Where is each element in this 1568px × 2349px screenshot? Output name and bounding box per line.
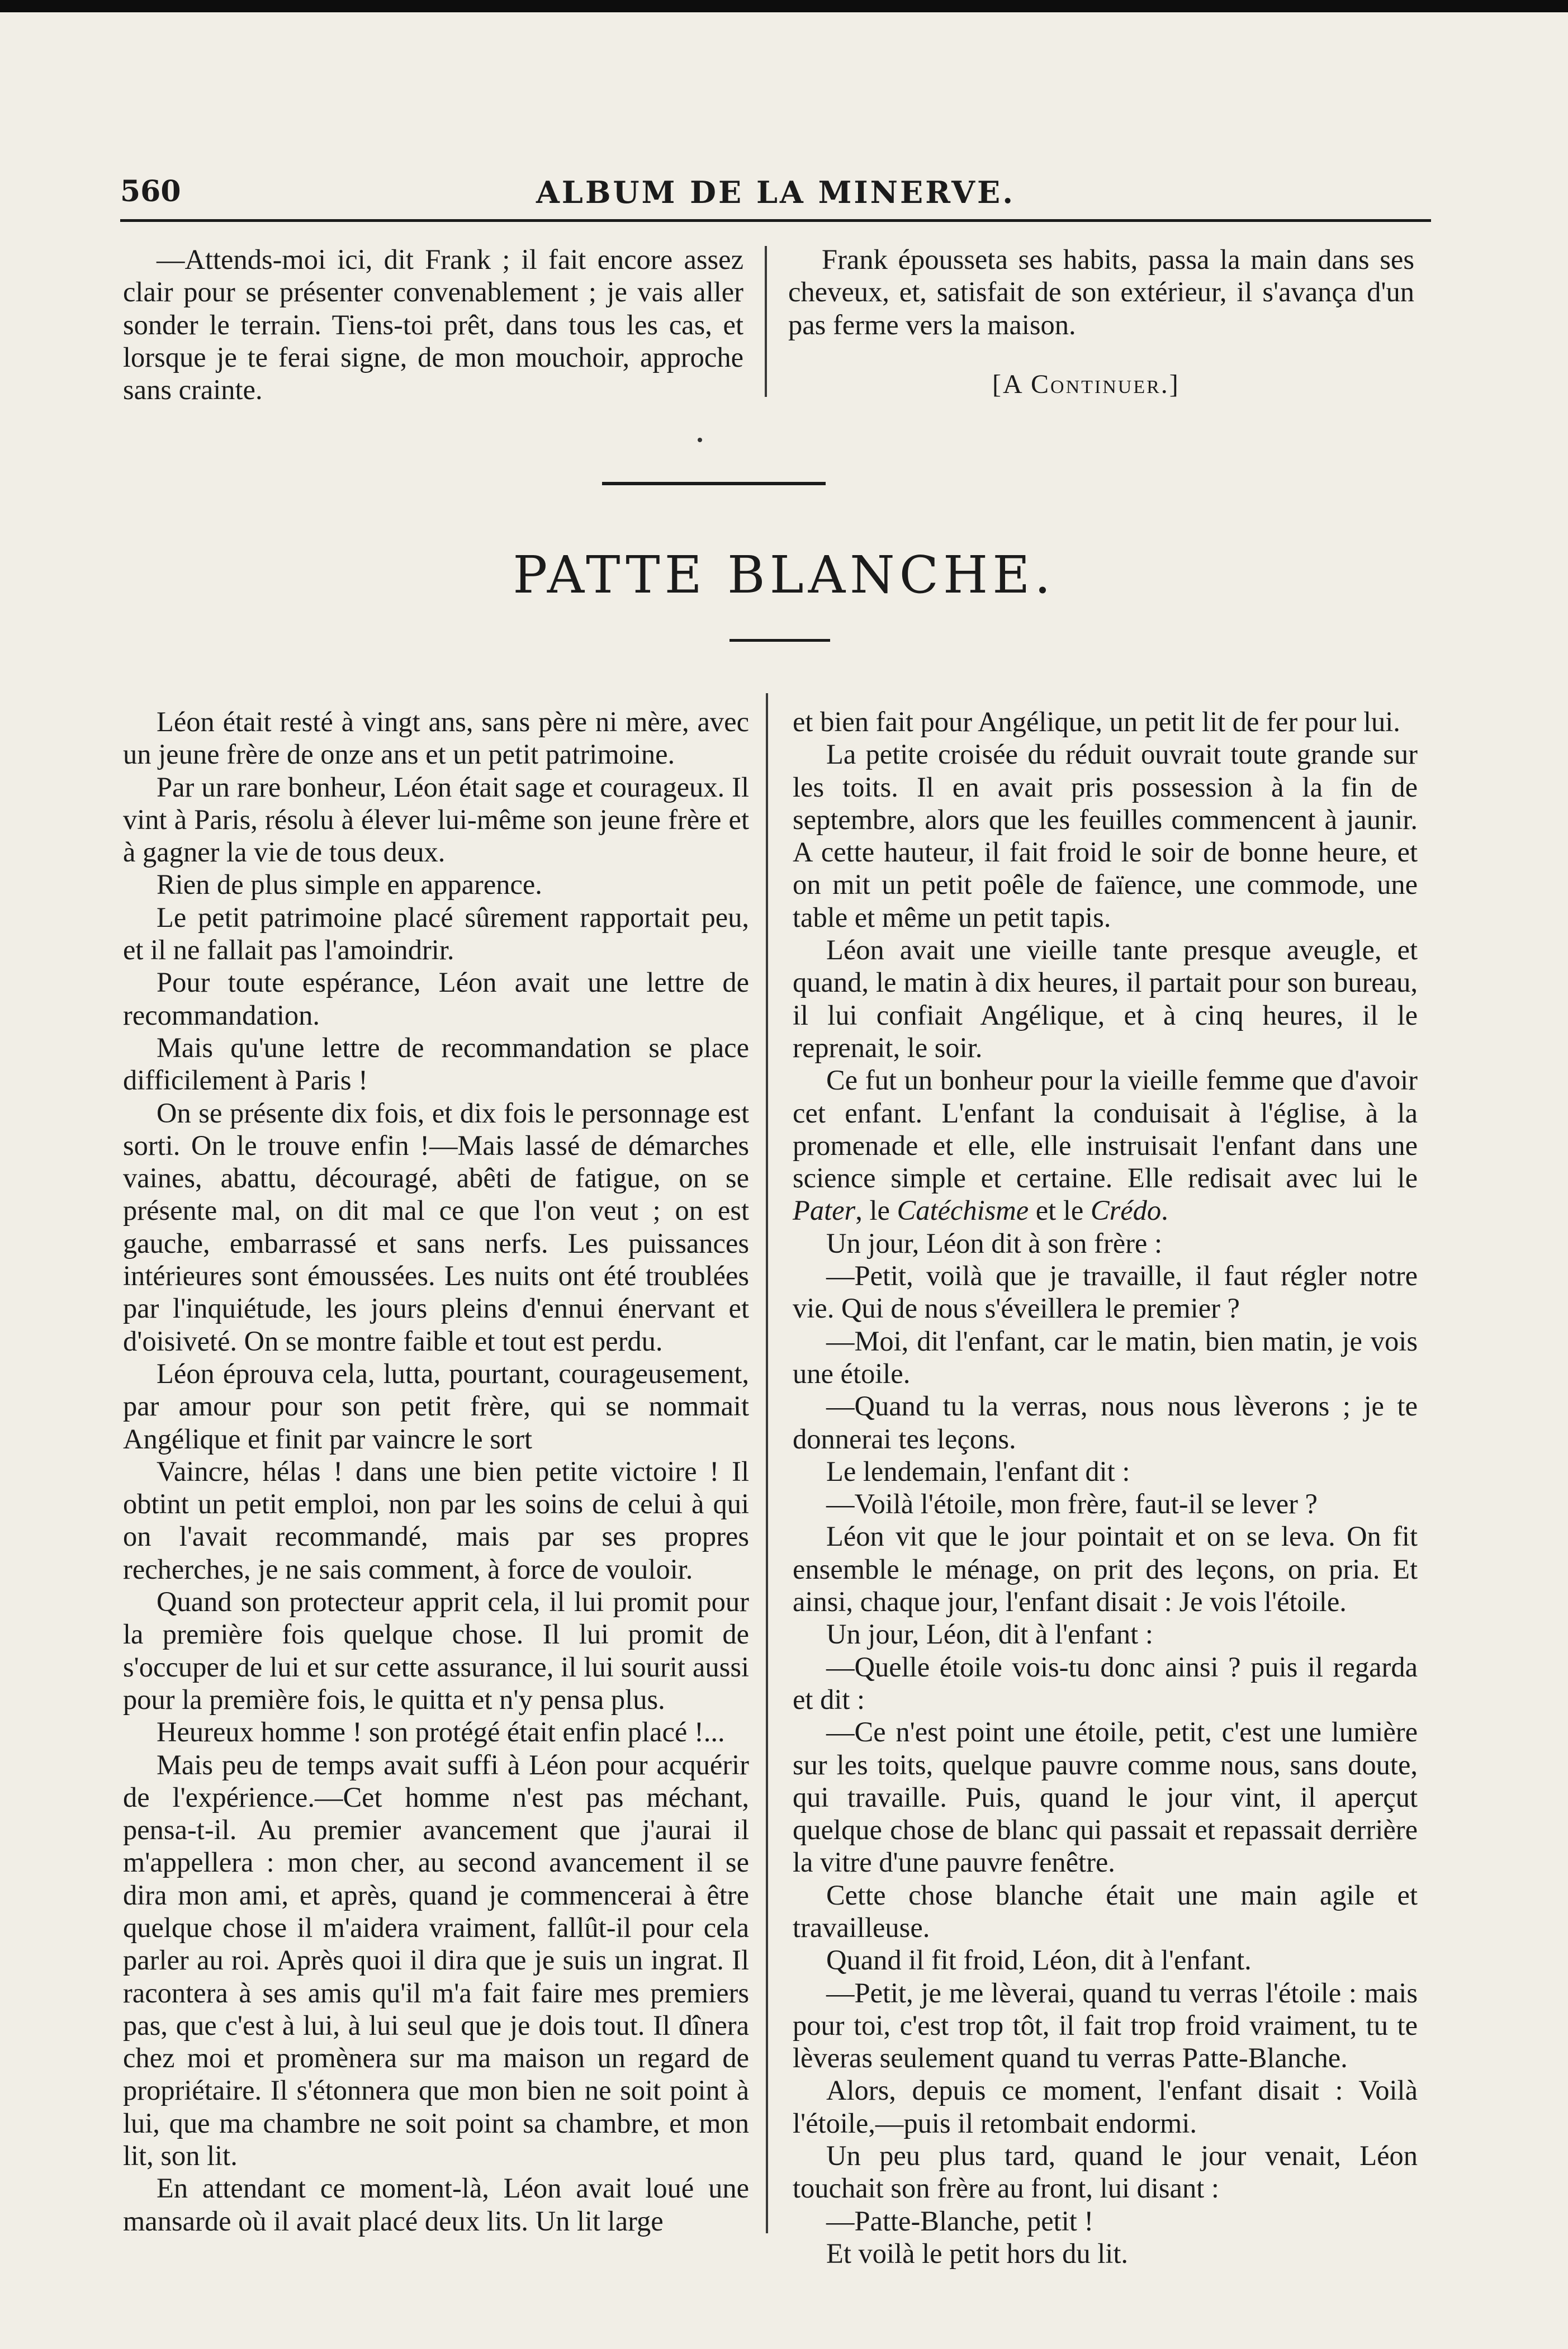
column-rule-top (765, 246, 767, 397)
paragraph: Léon était resté à vingt ans, sans père ni mère, avec un jeune frère de onze ans et un petit patrimoine. (123, 706, 749, 770)
paragraph: Le lendemain, l'enfant dit : (826, 1455, 1130, 1487)
header-rule (120, 219, 1431, 222)
paragraph: Mais peu de temps avait suffi à Léon pour acquérir de l'expérience.—Cet homme n'est pas méchant, pensa-t-il. Au premier avancement que j'aurai il m'appellera : mon cher, au second avancement il se dira mon ami, et après, quand je commencerai à être quelque chose il m'aidera vraiment, fallût-il pour cela parler au roi. Après quoi il dira que je suis un ingrat. Il racontera à ses amis qu'il m'a fait faire mes premiers pas, que c'est à lui, à lui seul que je dois tout. Il dînera chez moi et promènera sur ma maison un regard de propriétaire. Il s'étonnera que mon bien ne soit point à lui, que ma chambre ne soit point sa chambre, et mon lit, son lit. (123, 1749, 749, 2172)
paragraph: Quand son protecteur apprit cela, il lui promit pour la première fois quelque chose. Il lui promit de s'occuper de lui et sur cette assurance, il lui sourit aussi pour la première fois, le quitta et n'y pensa plus. (123, 1586, 749, 1715)
continuation-label: A (1002, 370, 1031, 399)
paragraph: Léon vit que le jour pointait et on se leva. On fit ensemble le ménage, on prit des leçons, on pria. Et ainsi, chaque jour, l'enfant disait : Je vois l'étoile. (793, 1521, 1418, 1618)
paragraph: On se présente dix fois, et dix fois le personnage est sorti. On le trouve enfin !—Mais lassé de démarches vaines, abattu, découragé, abêti de fatigue, on se présente mal, on dit mal ce que l'on veut ; on est gauche, embarrassé et sans nerfs. Les puissances intérieures sont émoussées. Les nuits ont été troublées par l'inquiétude, les jours pleins d'ennui énervant et d'oisiveté. On se montre faible et tout est perdu. (123, 1097, 749, 1357)
paragraph: Pour toute espérance, Léon avait une lettre de recommandation. (123, 967, 749, 1031)
section-separator-rule (602, 482, 826, 485)
text-fragment: et le (1029, 1195, 1091, 1226)
prev-story-left-column (123, 243, 743, 406)
prev-story-right-column (788, 243, 1414, 341)
paragraph: —Patte-Blanche, petit ! (826, 2205, 1094, 2237)
paragraph: Rien de plus simple en apparence. (157, 869, 542, 901)
paragraph: —Ce n'est point une étoile, petit, c'est une lumière sur les toits, quelque pauvre comme nous, sans doute, qui travaille. Puis, quand le jour vint, il aperçut quelque chose de blanc qui passait et repassait derrière la vitre d'une pauvre fenêtre. (793, 1716, 1418, 1878)
paragraph: Un jour, Léon dit à son frère : (826, 1227, 1162, 1259)
paragraph: En attendant ce moment-là, Léon avait loué une mansarde où il avait placé deux lits. Un lit large (123, 2172, 749, 2237)
paragraph: Léon avait une vieille tante presque aveugle, et quand, le matin à dix heures, il partait pour son bureau, il lui confiait Angélique, et à cinq heures, il le reprenait, le soir. (793, 934, 1418, 1063)
paragraph: Quand il fit froid, Léon, dit à l'enfant. (826, 1944, 1252, 1976)
page-header (120, 174, 1431, 219)
text-fragment: , le (855, 1195, 897, 1226)
paragraph: Le petit patrimoine placé sûrement rapportait peu, et il ne fallait pas l'amoindrir. (123, 901, 749, 966)
paragraph: —Petit, je me lèverai, quand tu verras l'étoile : mais pour toi, c'est trop tôt, il fait trop froid vraiment, tu te lèveras seulement quand tu verras Patte-Blanche. (793, 1977, 1418, 2074)
top-edge-rule (0, 0, 1568, 12)
paragraph: Heureux homme ! son protégé était enfin placé !... (157, 1716, 725, 1748)
italic-credo: Crédo (1090, 1195, 1162, 1226)
title-rule (729, 639, 830, 642)
italic-pater: Pater (793, 1195, 856, 1226)
paragraph: —Quand tu la verras, nous nous lèverons ; je te donnerai tes leçons. (793, 1390, 1418, 1455)
paragraph: Mais qu'une lettre de recommandation se place difficilement à Paris ! (123, 1031, 749, 1096)
paragraph: La petite croisée du réduit ouvrait toute grande sur les toits. Il en avait pris possession à la fin de septembre, alors que les feuilles commencent à jaunir. A cette hauteur, il fait froid le soir de bonne heure, et on mit un petit poêle de faïence, une commode, une table et même un petit tapis. (793, 738, 1418, 933)
paragraph-text: Ce fut un bonheur pour la vieille femme que d'avoir cet enfant. L'enfant la conduisait à l'église, à la promenade et elle, elle instruisait l'enfant dans une science simple et certaine. Elle redisait avec lui le (793, 1064, 1418, 1194)
paragraph: Un jour, Léon, dit à l'enfant : (826, 1618, 1153, 1650)
paragraph: Par un rare bonheur, Léon était sage et courageux. Il vint à Paris, résolu à élever lui-même son jeune frère et à gagner la vie de tous deux. (123, 771, 749, 868)
running-title: ALBUM DE LA MINERVE. (536, 174, 1015, 210)
paragraph: Un peu plus tard, quand le jour venait, Léon touchait son frère au front, lui disant : (793, 2140, 1418, 2204)
paragraph: Alors, depuis ce moment, l'enfant disait : Voilà l'étoile,—puis il retombait endormi. (793, 2075, 1418, 2139)
column-rule (766, 693, 768, 2233)
paragraph: Et voilà le petit hors du lit. (826, 2237, 1128, 2269)
paragraph: Frank épousseta ses habits, passa la main dans ses cheveux, et, satisfait de son extérieur, il s'avança d'un pas ferme vers la maison. (788, 244, 1414, 340)
italic-catechisme: Catéchisme (897, 1195, 1029, 1226)
paragraph: —Moi, dit l'enfant, car le matin, bien matin, je vois une étoile. (793, 1325, 1418, 1389)
ornament-dot (698, 438, 702, 442)
article-left-column (123, 705, 749, 2237)
article-title: PATTE BLANCHE. (513, 545, 1055, 605)
text-fragment: . (1161, 1195, 1168, 1226)
paragraph: —Voilà l'étoile, mon frère, faut-il se lever ? (826, 1488, 1318, 1520)
continuation-label-small-caps: Continuer. (1031, 370, 1169, 399)
paragraph: Vaincre, hélas ! dans une bien petite victoire ! Il obtint un petit emploi, non par les soins de celui à qui on l'avait recommandé, mais par ses propres recherches, je ne sais comment, à force de vouloir. (123, 1455, 749, 1585)
continuation-note: [A Continuer.] (992, 370, 1180, 399)
paragraph: Cette chose blanche était une main agile et travailleuse. (793, 1879, 1418, 1943)
article-right-column (793, 705, 1418, 2270)
paragraph: et bien fait pour Angélique, un petit lit de fer pour lui. (793, 706, 1400, 737)
page-number: 560 (120, 174, 181, 209)
paragraph: —Attends-moi ici, dit Frank ; il fait encore assez clair pour se présenter convenablement ; je vais aller sonder le terrain. Tiens-toi prêt, dans tous les cas, et lorsque je te ferai signe, de mon mouchoir, approche sans crainte. (123, 244, 743, 406)
paragraph: —Petit, voilà que je travaille, il faut régler notre vie. Qui de nous s'éveillera le premier ? (793, 1260, 1418, 1324)
paragraph (793, 1064, 1418, 1226)
paragraph: Léon éprouva cela, lutta, pourtant, courageusement, par amour pour son petit frère, qui se nommait Angélique et finit par vaincre le sort (123, 1357, 749, 1455)
paragraph: —Quelle étoile vois-tu donc ainsi ? puis il regarda et dit : (793, 1651, 1418, 1715)
